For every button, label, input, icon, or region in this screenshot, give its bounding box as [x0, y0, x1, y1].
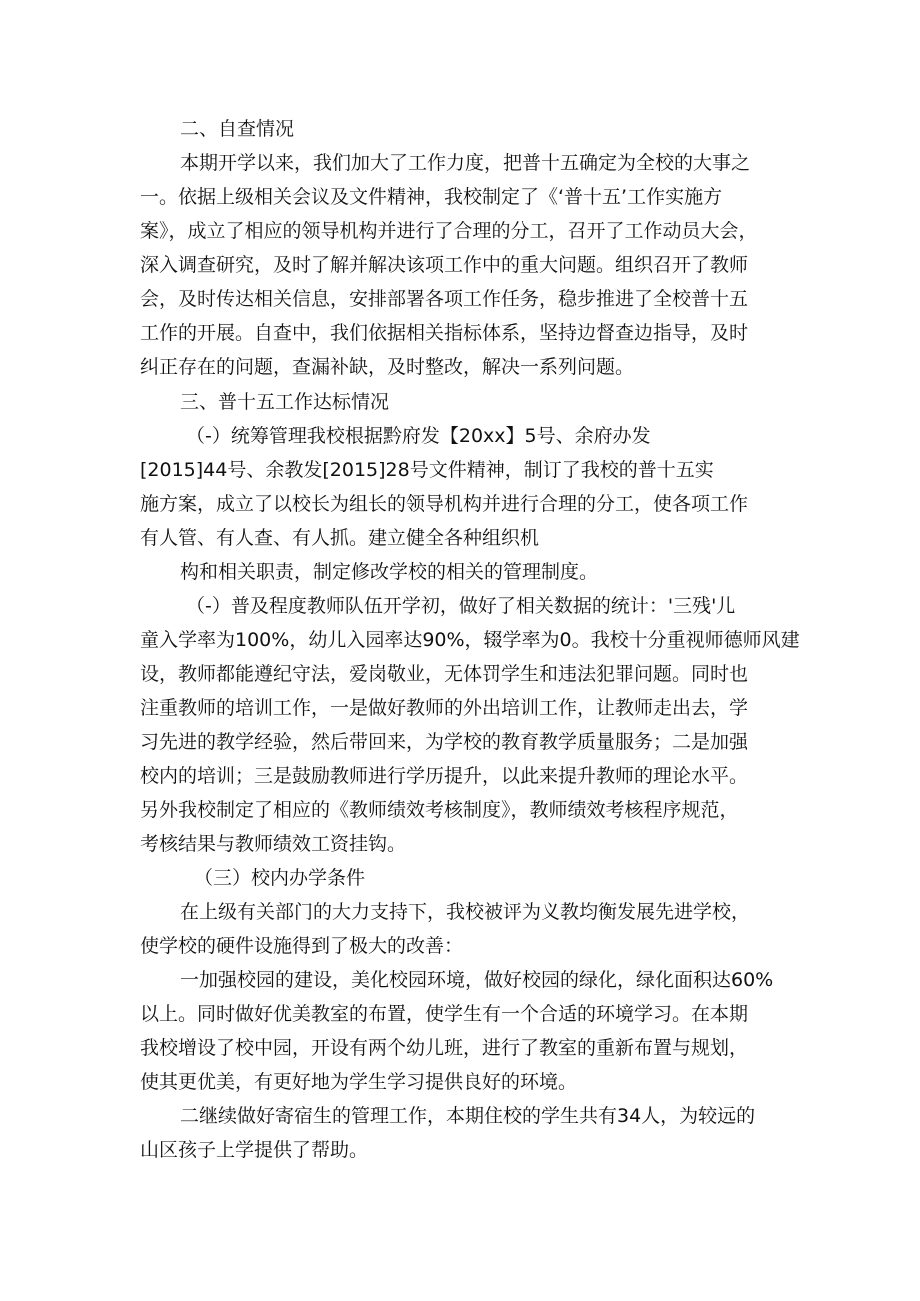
subsection-heading-conditions: （三）校内办学条件 [194, 867, 366, 889]
paragraph-line: 深入调查研究，及时了解并解决该项工作中的重大问题。组织召开了教师 [140, 254, 749, 276]
paragraph-line: 童入学率为100%，幼儿入园率达90%，辍学率为0。我校十分重视师德师风建 [140, 629, 800, 651]
paragraph-line: 以上。同时做好优美教室的布置，使学生有一个合适的环境学习。在本期 [140, 1003, 749, 1025]
paragraph-line: 我校增设了校中园，开设有两个幼儿班，进行了教室的重新布置与规划， [140, 1037, 749, 1059]
paragraph-line: 本期开学以来，我们加大了工作力度，把普十五确定为全校的大事之 [180, 152, 751, 174]
paragraph-line: 在上级有关部门的大力支持下，我校被评为义教均衡发展先进学校， [180, 901, 751, 923]
section-heading-compliance: 三、普十五工作达标情况 [180, 391, 390, 413]
paragraph-line: [2015]44号、余教发[2015]28号文件精神，制订了我校的普十五实 [140, 459, 714, 481]
paragraph-line: 会，及时传达相关信息，安排部署各项工作任务，稳步推进了全校普十五 [140, 288, 749, 310]
paragraph-line: 构和相关职责，制定修改学校的相关的管理制度。 [180, 561, 599, 583]
paragraph-line: 二继续做好寄宿生的管理工作，本期住校的学生共有34人，为较远的 [180, 1105, 756, 1127]
section-heading-self-inspection: 二、自查情况 [180, 118, 295, 140]
paragraph-line: 纠正存在的问题，查漏补缺，及时整改，解决一系列问题。 [140, 356, 635, 378]
paragraph-line: 有人管、有人查、有人抓。建立健全各种组织机 [140, 527, 540, 549]
paragraph-line: 使学校的硬件设施得到了极大的改善： [140, 935, 464, 957]
paragraph-line: 使其更优美，有更好地为学生学习提供良好的环境。 [140, 1071, 578, 1093]
paragraph-line: 另外我校制定了相应的《教师绩效考核制度》，教师绩效考核程序规范， [140, 799, 739, 821]
subsection-heading-popularization: （-）普及程度教师队伍开学初，做好了相关数据的统计：'三残'儿 [186, 595, 736, 617]
paragraph-line: 一加强校园的建设，美化校园环境，做好校园的绿化，绿化面积达60% [180, 969, 774, 991]
paragraph-line: 注重教师的培训工作，一是做好教师的外出培训工作，让教师走出去，学 [140, 697, 749, 719]
paragraph-line: 校内的培训；三是鼓励教师进行学历提升，以此来提升教师的理论水平。 [140, 765, 749, 787]
paragraph-line: 考核结果与教师绩效工资挂钩。 [140, 833, 407, 855]
paragraph-line: 工作的开展。自查中，我们依据相关指标体系，坚持边督查边指导，及时 [140, 322, 749, 344]
paragraph-line: 一。依据上级相关会议及文件精神，我校制定了《‘普十五’工作实施方 [140, 186, 723, 208]
paragraph-line: 案》，成立了相应的领导机构并进行了合理的分工，召开了工作动员大会， [140, 220, 758, 242]
paragraph-line: 施方案，成立了以校长为组长的领导机构并进行合理的分工，使各项工作 [140, 493, 749, 515]
paragraph-line: 设，教师都能遵纪守法，爱岗敬业，无体罚学生和违法犯罪问题。同时也 [140, 663, 749, 685]
subsection-heading-management: （-）统筹管理我校根据黔府发【20xx】5号、余府办发 [186, 425, 651, 447]
paragraph-line: 山区孩子上学提供了帮助。 [140, 1139, 369, 1161]
paragraph-line: 习先进的教学经验，然后带回来，为学校的教育教学质量服务；二是加强 [140, 731, 749, 753]
